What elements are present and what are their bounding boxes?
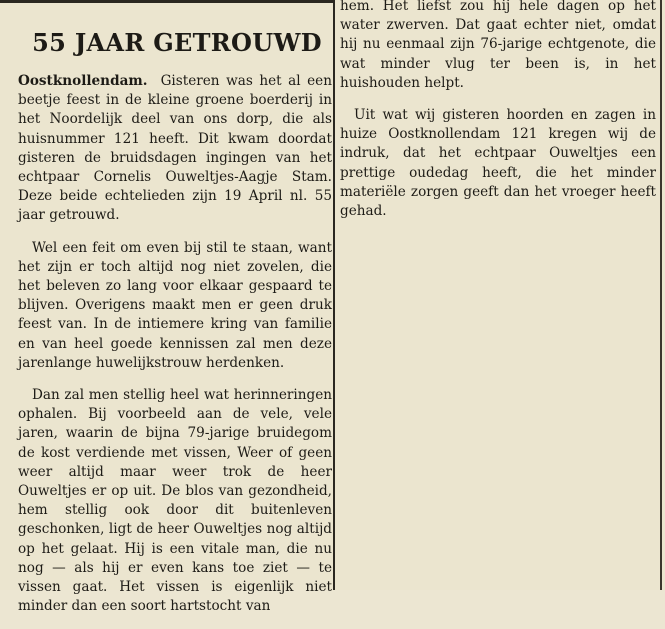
article-headline: 55 JAAR GETROUWD xyxy=(32,28,322,57)
right-edge-rule xyxy=(660,0,662,590)
column-divider xyxy=(333,0,335,590)
paragraph-3: Dan zal men stellig heel wat herinneringen ophalen. Bij voorbeeld aan de vele, vele jaren, waarin de bijna 79-jarige bruidegom de kost verdiende met vissen, Weer of geen weer altijd maar weer trok de heer Ouweltjes er op uit. De blos van gezondheid, hem stellig ook door dit buitenleven geschonken, ligt de heer Ouweltjes nog altijd op het gelaat. Hij is een vitale man, die nu nog — als hij er even kans toe ziet — te vissen gaat. Het vissen is eigenlijk niet minder dan een soort hartstocht van xyxy=(18,387,332,615)
left-column xyxy=(18,28,332,629)
paragraph-2: Wel een feit om even bij stil te staan, want het zijn er toch altijd nog niet zovelen, die het beleven zo lang voor elkaar gespaard te blijven. Overigens maakt men er geen druk feest van. In de intiemere kring van familie en van heel goede kennissen zal men deze jarenlange huwelijkstrouw herdenken. xyxy=(18,239,332,371)
top-rule xyxy=(0,0,333,3)
paragraph-4: Uit wat wij gisteren hoorden en zagen in huize Oostknollendam 121 kregen wij de indruk, dat het echtpaar Ouweltjes een prettige oudedag heeft, die het minder materiële zorgen geeft dan het vroeger heeft gehad. xyxy=(340,107,656,220)
paragraph-1 xyxy=(18,72,332,226)
right-column xyxy=(340,0,656,234)
dateline: Oostknollendam. xyxy=(18,73,148,89)
paragraph-1-text: Gisteren was het al een beetje feest in de kleine groene boerderij in het Noordelijk deel van ons dorp, die als huisnummer 121 heeft. Dit kwam doordat gisteren de bruidsdagen ingingen van het echtpaar Cornelis Ouweltjes-Aagje Stam. Deze beide echtelieden zijn 19 April nl. 55 jaar getrouwd. xyxy=(18,73,332,224)
paragraph-3-continued: hem. Het liefst zou hij hele dagen op het water zwerven. Dat gaat echter niet, omdat hij nu eenmaal zijn 76-jarige echtgenote, die wat minder vlug ter been is, in het huishouden helpt. xyxy=(340,0,656,91)
